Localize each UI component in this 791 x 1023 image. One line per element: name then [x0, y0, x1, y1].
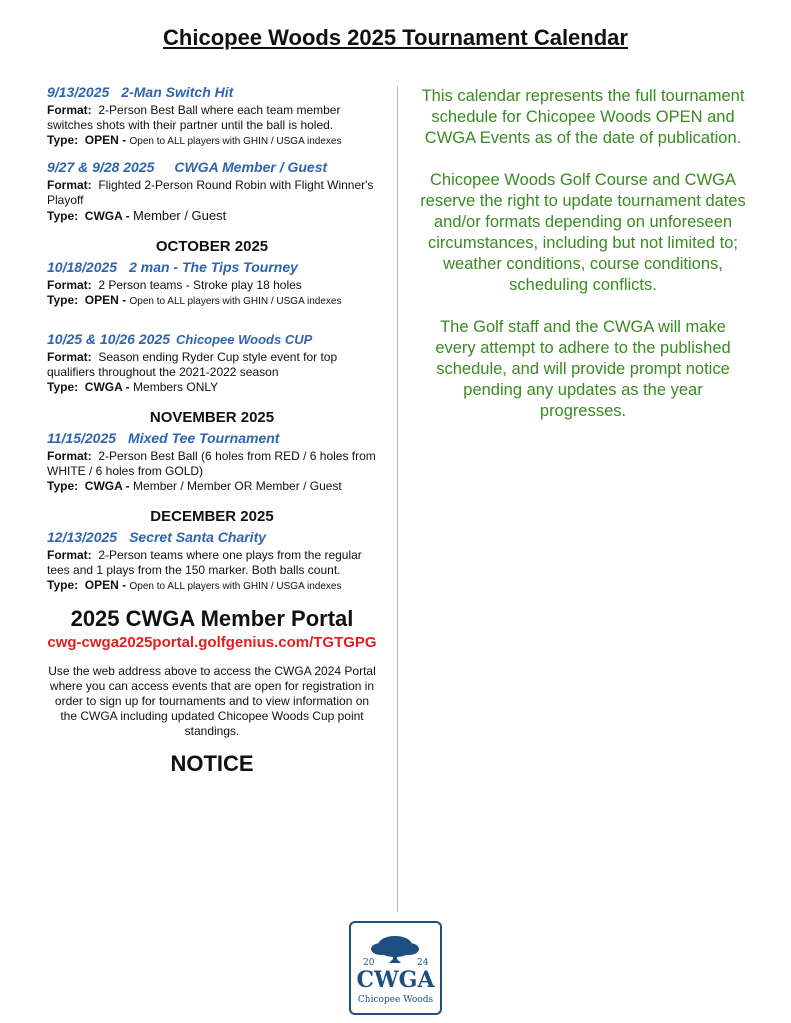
event-format: Format: Flighted 2-Person Round Robin with Flight Winner's Playoff [47, 178, 374, 207]
event-date: 10/25 & 10/26 2025 [47, 331, 170, 347]
logo-subtitle: Chicopee Woods [357, 995, 434, 1005]
notice-paragraph: This calendar represents the full tournament schedule for Chicopee Woods OPEN and CWGA Events as of the date of publication. [421, 87, 745, 147]
logo-name: CWGA [356, 967, 435, 993]
logo-year-right: 24 [417, 958, 429, 968]
event-format: Format: 2-Person Best Ball where each team member switches shots with their partner until the ball is holed. [47, 103, 341, 132]
event-date: 11/15/2025 [47, 430, 117, 446]
event-title [47, 159, 377, 175]
cwga-logo [349, 921, 442, 1015]
page-title: Chicopee Woods 2025 Tournament Calendar [163, 25, 628, 50]
event-type: Type: CWGA - Member / Member OR Member / Guest [47, 479, 342, 493]
event-tips-tourney [47, 259, 377, 309]
month-heading-october: OCTOBER 2025 [155, 238, 269, 255]
tree-logo-icon [351, 923, 440, 1013]
event-date: 12/13/2025 [47, 529, 118, 545]
portal-title: 2025 CWGA Member Portal [70, 606, 354, 631]
portal-description: Use the web address above to access the CWGA 2024 Portal where you can access events that are open for registration in order to sign up for tournaments and to view information on the CWGA including updated Chicopee Woods Cup point standings. [48, 664, 376, 738]
event-switch-hit [47, 84, 377, 149]
event-title [47, 84, 377, 100]
portal-url-link[interactable]: cwg-cwga2025portal.golfgenius.com/TGTGPG [47, 634, 377, 651]
event-secret-santa [47, 529, 377, 594]
column-divider [397, 86, 398, 912]
event-format: Format: 2-Person teams where one plays from the regular tees and 1 plays from the 150 marker. Both balls count. [47, 548, 362, 577]
notice-paragraph: The Golf staff and the CWGA will make every attempt to adhere to the published schedule, and will provide prompt notice pending any updates as the year progresses. [435, 318, 731, 420]
event-name: CWGA Member / Guest [174, 159, 328, 175]
notice-paragraph: Chicopee Woods Golf Course and CWGA reserve the right to update tournament dates and/or formats depending on unforeseen circumstances, including but not limited to; weather conditions, course conditions, scheduling conflicts. [420, 171, 746, 294]
event-name: Secret Santa Charity [129, 529, 267, 545]
event-member-guest [47, 159, 377, 224]
event-format: Format: 2-Person Best Ball (6 holes from RED / 6 holes from WHITE / 6 holes from GOLD) [47, 449, 376, 478]
event-chicopee-cup [47, 331, 377, 395]
logo-year-left: 20 [363, 958, 375, 968]
event-title [47, 259, 377, 275]
event-format: Format: Season ending Ryder Cup style event for top qualifiers throughout the 2021-2022 season [47, 350, 338, 379]
event-date: 10/18/2025 [47, 259, 118, 275]
event-type: Type: CWGA - Member / Guest [47, 208, 227, 223]
event-mixed-tee [47, 430, 377, 494]
notice-heading: NOTICE [170, 751, 254, 776]
event-type: Type: OPEN - Open to ALL players with GHIN / USGA indexes [47, 578, 342, 592]
event-type: Type: CWGA - Members ONLY [47, 380, 219, 394]
month-heading-november: NOVEMBER 2025 [149, 409, 275, 426]
event-title [47, 430, 377, 446]
event-name: 2-Man Switch Hit [121, 84, 234, 100]
event-type: Type: OPEN - Open to ALL players with GHIN / USGA indexes [47, 293, 342, 307]
notice-text [418, 86, 748, 443]
event-title [47, 331, 377, 347]
event-name: Mixed Tee Tournament [128, 430, 280, 446]
event-type: Type: OPEN - Open to ALL players with GHIN / USGA indexes [47, 133, 342, 147]
tournament-schedule [47, 84, 377, 777]
event-date: 9/27 & 9/28 2025 [47, 159, 155, 175]
event-title [47, 529, 377, 545]
event-date: 9/13/2025 [47, 84, 110, 100]
event-name: 2 man - The Tips Tourney [129, 259, 298, 275]
event-name: Chicopee Woods CUP [176, 332, 313, 347]
event-format: Format: 2 Person teams - Stroke play 18 holes [47, 278, 302, 292]
month-heading-december: DECEMBER 2025 [150, 508, 274, 525]
